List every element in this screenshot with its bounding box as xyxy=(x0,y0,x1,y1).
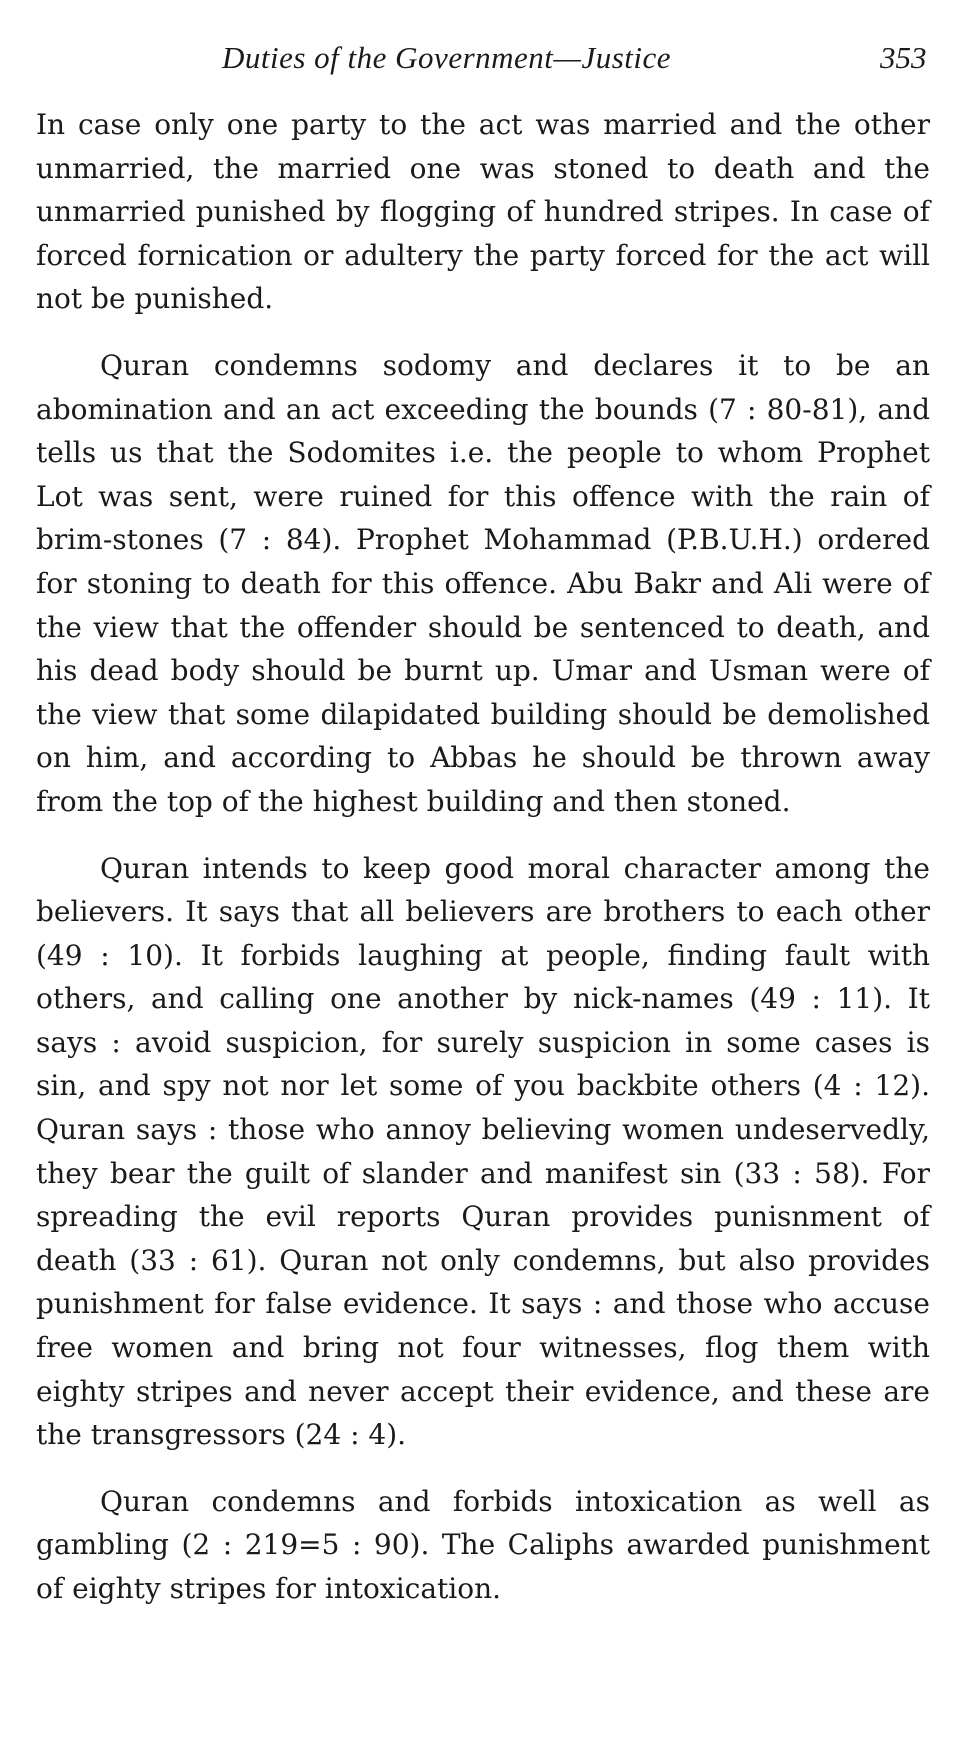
body-text xyxy=(36,103,930,1611)
running-title: Duties of the Government—Justice xyxy=(222,40,672,75)
page-number: 353 xyxy=(880,40,927,75)
paragraph-adultery-punishment: In case only one party to the act was married and the other unmarried, the married one was stoned to death and the unmarried punished by flogging of hundred stripes. In case of forced fornication or adultery the party forced for the act will not be punished. xyxy=(36,108,930,316)
paragraph-sodomy: Quran condemns sodomy and declares it to be an abomination and an act exceeding the bounds (7 : 80-81), and tells us that the Sodomites i.e. the people to whom Prophet Lot was sent, were ruined for this offence with the rain of brim-stones (7 : 84). Prophet Mohammad (P.B.U.H.) ordered for stoning to death for this offence. Abu Bakr and Ali were of the view that the offender should be sentenced to death, and his dead body should be burnt up. Umar and Usman were of the view that some dilapidated building should be demolished on him, and according to Abbas he should be thrown away from the top of the highest building and then stoned. xyxy=(36,348,930,818)
running-head xyxy=(0,40,960,80)
paragraph-moral-character: Quran intends to keep good moral character among the believers. It says that all believers are brothers to each other (49 : 10). It forbids laughing at people, finding fault with others, and calling one another by nick-names (49 : 11). It says : avoid suspicion, for surely suspicion in some cases is sin, and spy not nor let some of you backbite others (4 : 12). Quran says : those who annoy believing women undeservedly, they bear the guilt of slander and manifest sin (33 : 58). For spreading the evil reports Quran provides punisnment of death (33 : 61). Quran not only condemns, but also provides punishment for false evidence. It says : and those who accuse free women and bring not four witnesses, flog them with eighty stripes and never accept their evidence, and these are the transgressors (24 : 4). xyxy=(36,851,930,1452)
paragraph-intoxication: Quran condemns and forbids intoxication as well as gambling (2 : 219=5 : 90). The Caliphs awarded punishment of eighty stripes for intoxication. xyxy=(36,1484,930,1605)
